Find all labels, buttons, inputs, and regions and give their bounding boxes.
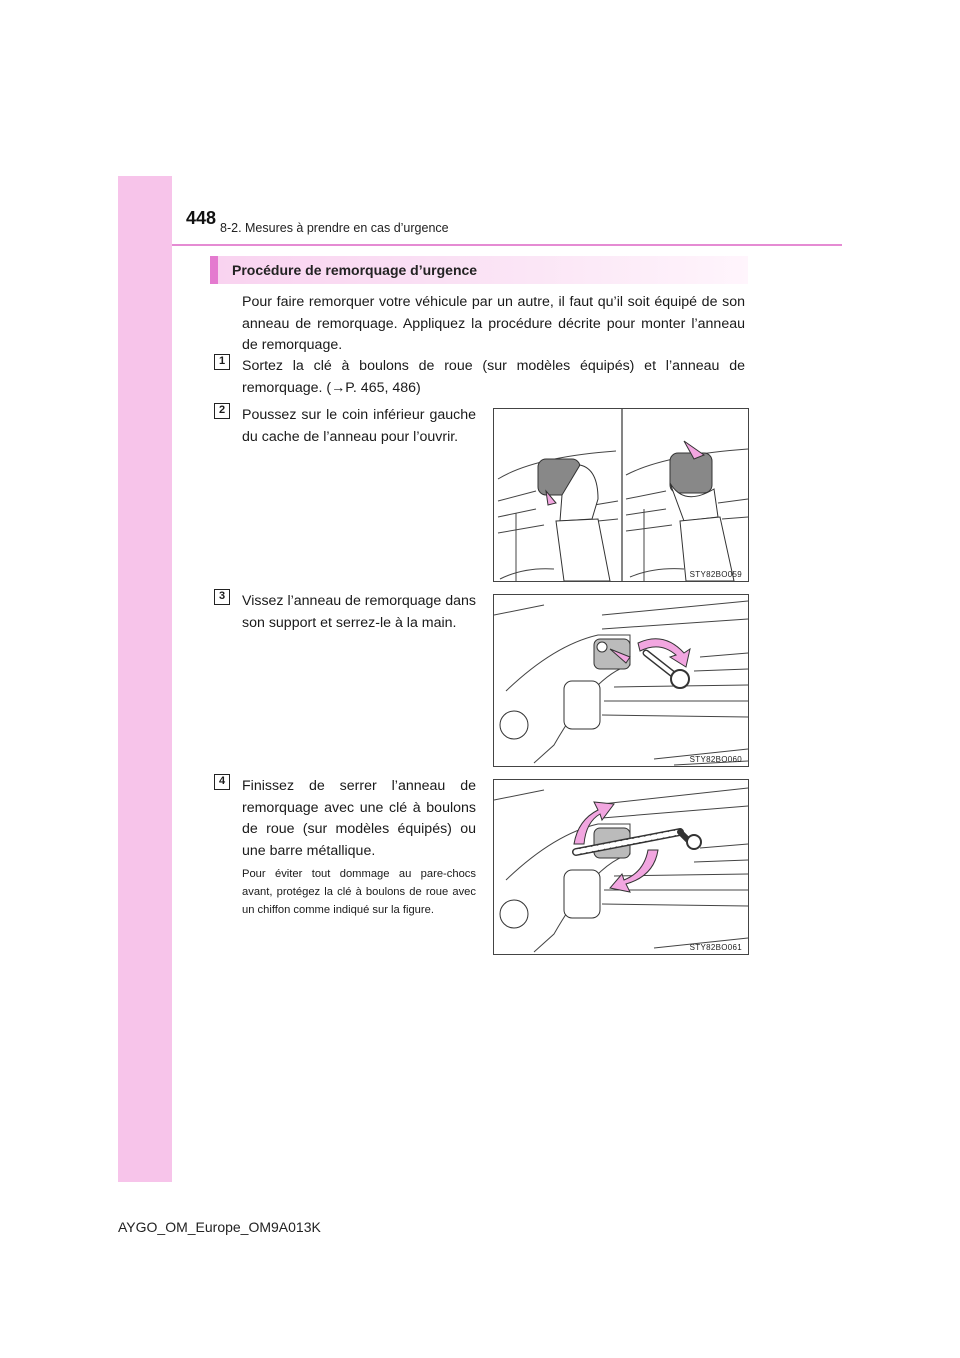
page-number: 448 bbox=[186, 208, 217, 228]
figure-open-cover bbox=[493, 408, 749, 582]
step-number-2: 2 bbox=[214, 403, 230, 419]
chapter-tab-band bbox=[118, 176, 172, 1182]
step-number-4: 4 bbox=[214, 774, 230, 790]
header-divider bbox=[172, 244, 842, 246]
figure-code: STY82BO059 bbox=[689, 570, 742, 579]
section-title: 8-2. Mesures à prendre en cas d’urgence bbox=[220, 221, 449, 235]
figure-tighten-ring bbox=[493, 779, 749, 955]
step-1-text: Sortez la clé à boulons de roue (sur modèles équipés) et l’anneau de remorquage. (→P. 465, 486) bbox=[242, 358, 745, 396]
step-4-text: Finissez de serrer l’anneau de remorquage avec une clé à boulons de roue (sur modèles équipés) ou une barre métallique. bbox=[242, 778, 476, 859]
figure-code: STY82BO060 bbox=[689, 755, 742, 764]
step-2-text: Poussez sur le coin inférieur gauche du cache de l’anneau pour l’ouvrir. bbox=[242, 407, 476, 445]
procedure-heading bbox=[210, 256, 748, 284]
step-number-3: 3 bbox=[214, 589, 230, 605]
procedure-heading-text: Procédure de remorquage d’urgence bbox=[232, 262, 478, 278]
figure-code: STY82BO061 bbox=[689, 943, 742, 952]
footer-doc-code: AYGO_OM_Europe_OM9A013K bbox=[118, 1219, 321, 1235]
figure-screw-ring bbox=[493, 594, 749, 767]
intro-paragraph: Pour faire remorquer votre véhicule par un autre, il faut qu’il soit équipé de son anneau de remorquage. Appliquez la procédure décrite pour monter l’anneau de remorquage. bbox=[242, 294, 745, 353]
step-number-1: 1 bbox=[214, 354, 230, 370]
step-4-note: Pour éviter tout dommage au pare-chocs avant, protégez la clé à boulons de roue avec un chiffon comme indiqué sur la figure. bbox=[242, 868, 476, 916]
step-3-text: Vissez l’anneau de remorquage dans son support et serrez-le à la main. bbox=[242, 593, 476, 631]
